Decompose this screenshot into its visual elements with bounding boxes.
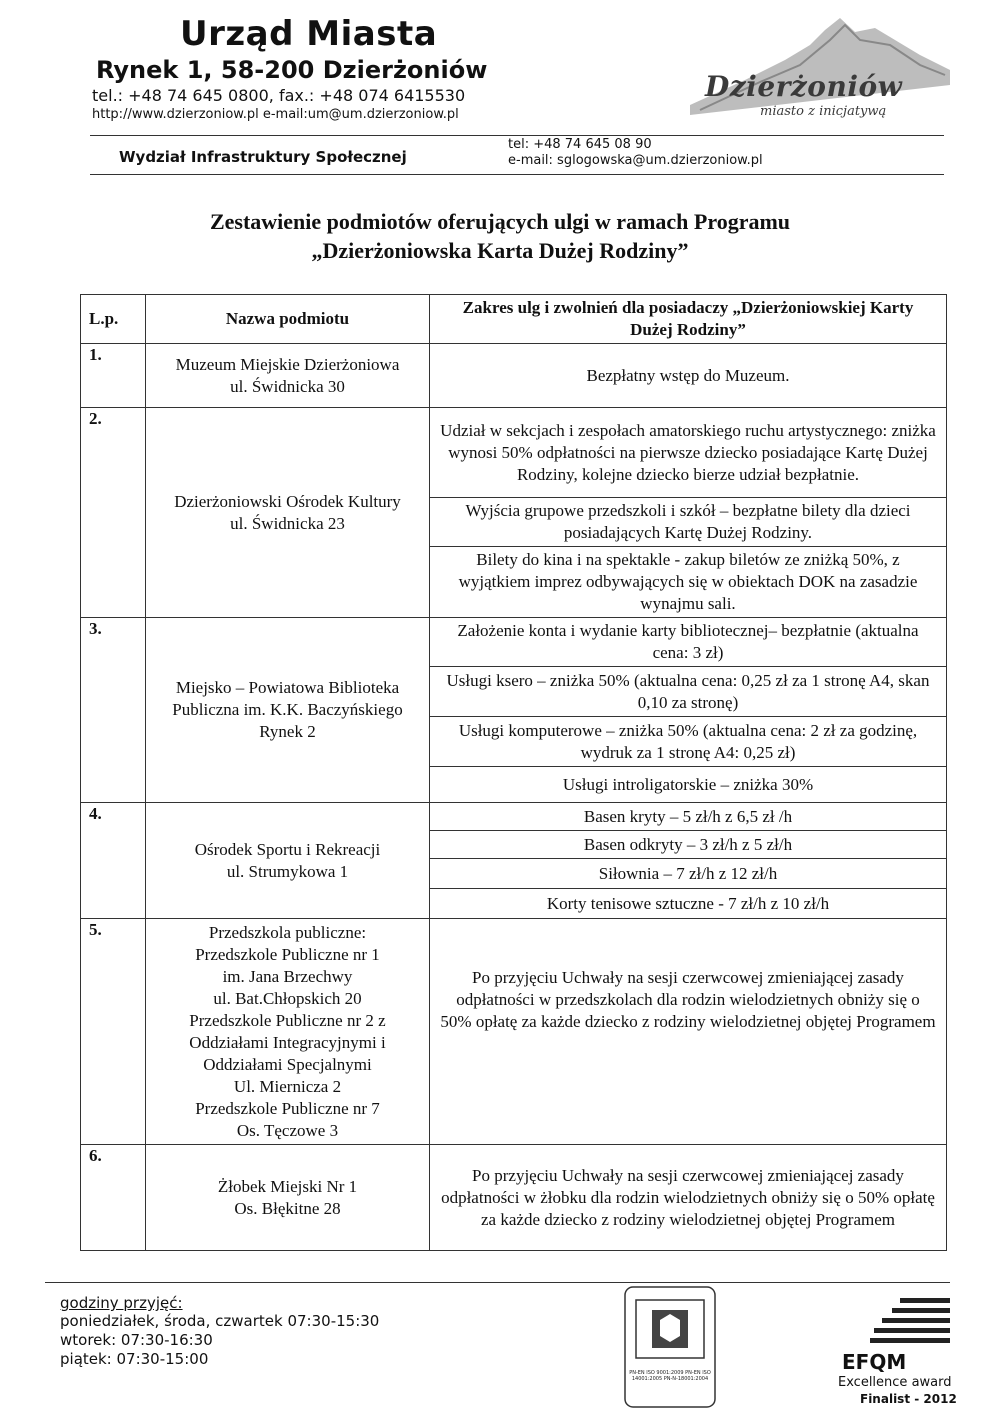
department-contact bbox=[508, 137, 763, 169]
document-title bbox=[100, 207, 900, 265]
benefit-cell: Założenie konta i wydanie karty bibliotecznej– bezpłatnie (aktualna cena: 3 zł) bbox=[430, 618, 947, 667]
row-lp: 1. bbox=[81, 344, 146, 408]
certificate-standards: PN-EN ISO 9001:2009 PN-EN ISO 14001:2005 PN-N-18001:2004 bbox=[629, 1370, 711, 1382]
benefit-cell: Po przyjęciu Uchwały na sesji czerwcowej zmieniającej zasady odpłatności w żłobku dla rodzin wielodzietnych obniży się o 50% opłatę za każde dziecko z rodziny wielodzietnej objętej Programem bbox=[430, 1145, 947, 1251]
benefit-cell: Siłownia – 7 zł/h z 12 zł/h bbox=[430, 859, 947, 889]
name-line: Przedszkole Publiczne nr 2 z bbox=[189, 1010, 386, 1030]
benefit-cell: Usługi ksero – zniżka 50% (aktualna cena: 0,25 zł za 1 stronę A4, skan 0,10 za stronę) bbox=[430, 667, 947, 717]
department-email: e-mail: sglogowska@um.dzierzoniow.pl bbox=[508, 153, 763, 168]
benefit-cell: Basen kryty – 5 zł/h z 6,5 zł /h bbox=[430, 803, 947, 831]
table-row bbox=[81, 803, 947, 831]
row-lp: 3. bbox=[81, 618, 146, 803]
row-name bbox=[146, 919, 430, 1145]
iso-certificate-icon bbox=[624, 1286, 716, 1408]
row-name bbox=[146, 618, 430, 803]
benefit-cell: Udział w sekcjach i zespołach amatorskiego ruchu artystycznego: zniżka wynosi 50% odpłatności na pierwsze dziecko posiadające Kartę Dużej Rodziny, kolejne dziecko bierze udział bezpłatnie. bbox=[430, 408, 947, 498]
table-row bbox=[81, 1145, 947, 1251]
efqm-logo: EFQM bbox=[842, 1350, 907, 1374]
department-divider bbox=[90, 174, 944, 175]
footer-divider bbox=[45, 1282, 950, 1283]
name-line: Przedszkole Publiczne nr 1 bbox=[195, 944, 380, 964]
benefit-cell: Korty tenisowe sztuczne - 7 zł/h z 10 zł/h bbox=[430, 889, 947, 919]
header-lp: L.p. bbox=[81, 295, 146, 344]
name-line: ul. Świdnicka 23 bbox=[230, 513, 345, 533]
name-line: Dzierżoniowski Ośrodek Kultury bbox=[174, 491, 401, 511]
header-divider bbox=[90, 135, 944, 136]
org-title: Urząd Miasta bbox=[180, 14, 438, 54]
name-line: Żłobek Miejski Nr 1 bbox=[217, 1176, 358, 1196]
name-line: Os. Tęczowe 3 bbox=[236, 1120, 339, 1140]
table-header-row bbox=[81, 295, 947, 344]
office-hours-title: godziny przyjęć: bbox=[60, 1294, 183, 1312]
name-line: Przedszkole Publiczne nr 7 bbox=[195, 1098, 380, 1118]
department-tel: tel: +48 74 645 08 90 bbox=[508, 137, 652, 152]
office-hours bbox=[60, 1312, 379, 1369]
document-title-line1: Zestawienie podmiotów oferujących ulgi w ramach Programu bbox=[209, 209, 791, 234]
benefit-cell: Bilety do kina i na spektakle - zakup biletów ze zniżką 50%, z wyjątkiem imprez odbywających się w obiektach DOK na zasadzie wynajmu sali. bbox=[430, 547, 947, 618]
row-lp: 6. bbox=[81, 1145, 146, 1251]
name-line: Ośrodek Sportu i Rekreacji bbox=[194, 839, 381, 859]
efqm-finalist: Finalist - 2012 bbox=[860, 1392, 957, 1406]
name-line: Przedszkola publiczne: bbox=[208, 922, 367, 942]
name-line: ul. Strumykowa 1 bbox=[226, 861, 349, 881]
benefit-cell: Usługi introligatorskie – zniżka 30% bbox=[430, 767, 947, 803]
logo-name: Dzierżoniów bbox=[705, 70, 903, 103]
row-name bbox=[146, 1145, 430, 1251]
benefit-cell: Usługi komputerowe – zniżka 50% (aktualna cena: 2 zł za godzinę, wydruk za 1 stronę A4: 0,25 zł) bbox=[430, 717, 947, 767]
name-line: Oddziałami Integracyjnymi i bbox=[189, 1032, 386, 1052]
name-line: ul. Bat.Chłopskich 20 bbox=[213, 988, 362, 1008]
row-lp: 4. bbox=[81, 803, 146, 919]
name-line: Miejsko – Powiatowa Biblioteka bbox=[175, 678, 400, 697]
org-phone-fax: tel.: +48 74 645 0800, fax.: +48 074 6415530 bbox=[92, 86, 466, 105]
org-address: Rynek 1, 58-200 Dzierżoniów bbox=[96, 56, 488, 84]
header-name: Nazwa podmiotu bbox=[146, 295, 430, 344]
table-row bbox=[81, 919, 947, 1145]
table-row bbox=[81, 344, 947, 408]
row-lp: 2. bbox=[81, 408, 146, 618]
office-hours-line: piątek: 07:30-15:00 bbox=[60, 1350, 209, 1368]
name-line: Rynek 2 bbox=[259, 722, 316, 741]
name-line: Publiczna im. K.K. Baczyńskiego bbox=[172, 700, 403, 719]
table-row bbox=[81, 408, 947, 498]
document-title-line2: „Dzierżoniowska Karta Dużej Rodziny” bbox=[311, 238, 689, 263]
header-scope: Zakres ulg i zwolnień dla posiadaczy „Dzierżoniowskiej Karty Dużej Rodziny” bbox=[430, 295, 947, 344]
table-row bbox=[81, 618, 947, 667]
office-hours-line: poniedziałek, środa, czwartek 07:30-15:30 bbox=[60, 1312, 380, 1330]
name-line: Muzeum Miejskie Dzierżoniowa bbox=[175, 354, 400, 374]
office-hours-line: wtorek: 07:30-16:30 bbox=[60, 1331, 213, 1349]
row-name bbox=[146, 408, 430, 618]
name-line: ul. Świdnicka 30 bbox=[230, 376, 345, 396]
efqm-award: Excellence award bbox=[838, 1375, 952, 1390]
name-line: Os. Błękitne 28 bbox=[234, 1198, 341, 1218]
logo-tagline: miasto z inicjatywą bbox=[760, 104, 887, 119]
row-name bbox=[146, 344, 430, 408]
benefit-cell: Basen odkryty – 3 zł/h z 5 zł/h bbox=[430, 831, 947, 859]
row-lp: 5. bbox=[81, 919, 146, 1145]
name-line: im. Jana Brzechwy bbox=[222, 966, 353, 986]
benefit-cell: Bezpłatny wstęp do Muzeum. bbox=[430, 344, 947, 408]
name-line: Ul. Miernicza 2 bbox=[233, 1076, 342, 1096]
efqm-bars-icon bbox=[870, 1296, 950, 1346]
name-line: Oddziałami Specjalnymi bbox=[203, 1054, 372, 1074]
benefits-table bbox=[80, 294, 947, 1251]
row-name bbox=[146, 803, 430, 919]
benefit-cell: Po przyjęciu Uchwały na sesji czerwcowej zmieniającej zasady odpłatności w przedszkolach dla rodzin wielodzietnych obniży się o 50% opłatę za każde dziecko z rodziny wielodzietnej objętej Programem bbox=[430, 919, 947, 1145]
benefit-cell: Wyjścia grupowe przedszkoli i szkół – bezpłatne bilety dla dzieci posiadających Kartę Dużej Rodziny. bbox=[430, 498, 947, 547]
department-name: Wydział Infrastruktury Społecznej bbox=[119, 148, 407, 166]
org-web-email: http://www.dzierzoniow.pl e-mail:um@um.dzierzoniow.pl bbox=[92, 107, 459, 122]
